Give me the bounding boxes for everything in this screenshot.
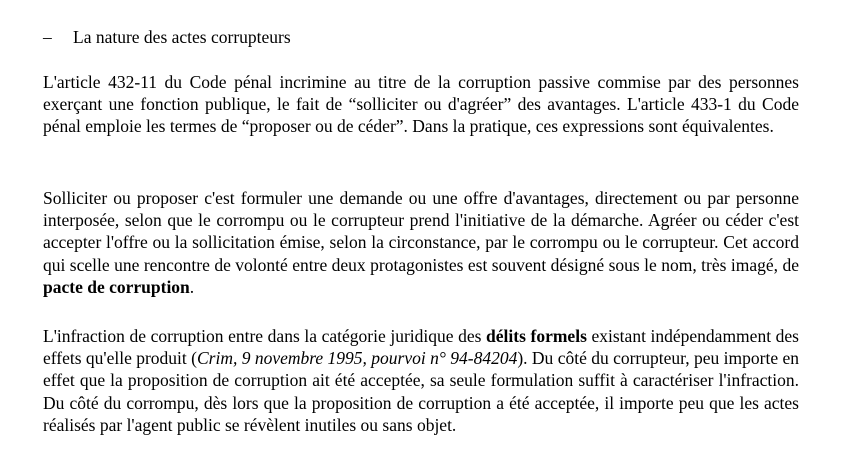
section-heading: [43, 26, 291, 48]
paragraph-2-end: .: [189, 276, 195, 297]
paragraph-1-text: L'article 432-11 du Code pénal incrimine au titre de la corruption passive commise par des personnes exerçant une fonction publique, le fait de “solliciter ou d'agréer” des avantages. L'article 433-1 du Code pénal emploie les termes de “proposer ou de céder”. Dans la pratique, ces expressions sont équivalentes.: [43, 72, 799, 137]
paragraph-3-end: ). Du côté du corrupteur, peu importe en effet que la proposition de corruption ait été acceptée, sa seule formulation suffit à caractériser l'infraction. Du côté du corrompu, dès lors que la proposition de corruption a été acceptée, il importe peu que les actes réalisés par l'agent public se révèlent inutiles ou sans objet.: [43, 348, 799, 435]
heading-text: La nature des actes corrupteurs: [73, 27, 291, 47]
paragraph-3-start: L'infraction de corruption entre dans la catégorie juridique des: [43, 326, 487, 346]
delits-formels-term: délits formels: [486, 326, 587, 346]
paragraph-articles: [43, 71, 799, 138]
paragraph-definitions: [43, 187, 799, 298]
paragraph-3-mid: existant indépendamment des effets qu'elle produit (: [43, 326, 799, 369]
heading-dash: –: [43, 27, 52, 47]
paragraph-delits-formels: [43, 325, 799, 436]
case-citation: Crim, 9 novembre 1995, pourvoi n° 94-84204: [196, 348, 518, 369]
pacte-de-corruption-term: pacte de corruption: [43, 276, 190, 297]
paragraph-2-text: Solliciter ou proposer c'est formuler une demande ou une offre d'avantages, directement ou par personne interposée, selon que le corrompu ou le corrupteur prend l'initiative de la démarche. Agréer ou céder c'est accepter l'offre ou la sollicitation émise, selon la circonstance, par le corrompu ou le corrupteur. Cet accord qui scelle une rencontre de volonté entre deux protagonistes est souvent désigné sous le nom, très imagé, de: [43, 188, 799, 275]
